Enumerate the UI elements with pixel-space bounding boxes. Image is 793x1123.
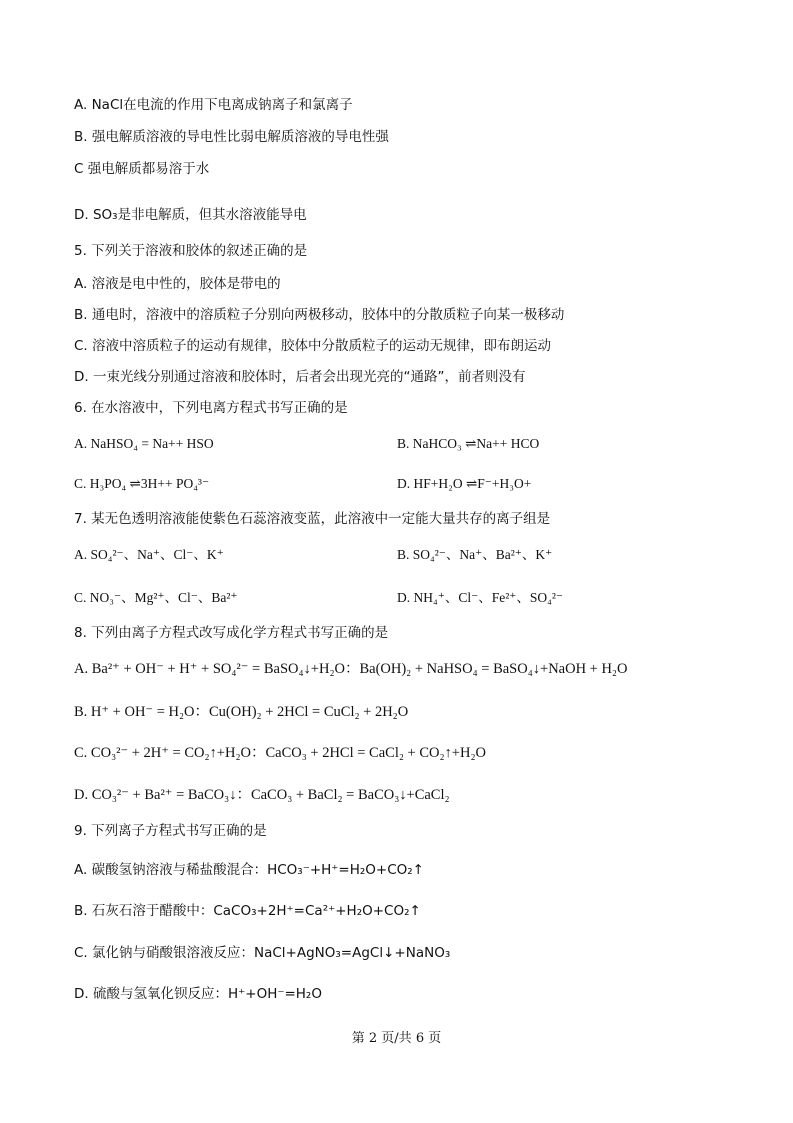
q8-option-d: D. CO₃²⁻ + Ba²⁺ = BaCO₃↓：CaCO₃ + BaCl₂ = BaCO₃↓+CaCl₂ [74, 787, 450, 803]
q9-option-d: D. 硫酸与氢氧化钡反应：H⁺+OH⁻=H₂O [74, 986, 322, 1002]
q5-option-d: D. 一束光线分别通过溶液和胶体时，后者会出现光亮的“通路”，前者则没有 [74, 369, 526, 385]
q9-option-c: C. 氯化钠与硝酸银溶液反应：NaCl+AgNO₃=AgCl↓+NaNO₃ [74, 945, 451, 961]
q9-option-a: A. 碳酸氢钠溶液与稀盐酸混合：HCO₃⁻+H⁺=H₂O+CO₂↑ [74, 862, 424, 878]
q7-option-b: B. SO₄²⁻、Na⁺、Ba²⁺、K⁺ [397, 547, 553, 562]
q5-option-a: A. 溶液是电中性的，胶体是带电的 [74, 276, 281, 292]
page-footer: 第 2 页/共 6 页 [351, 1031, 442, 1046]
q4-option-b: B. 强电解质溶液的导电性比弱电解质溶液的导电性强 [74, 129, 389, 145]
q9-stem: 9. 下列离子方程式书写正确的是 [74, 823, 267, 839]
q6-option-a: A. NaHSO₄ = Na++ HSO [74, 436, 214, 451]
q7-option-a: A. SO₄²⁻、Na⁺、Cl⁻、K⁺ [74, 547, 224, 562]
q6-option-c: C. H₃PO₄ ⇌3H++ PO₄³⁻ [74, 476, 210, 491]
q4-option-d: D. SO₃是非电解质，但其水溶液能导电 [74, 207, 307, 223]
q8-option-b: B. H⁺ + OH⁻ = H₂O：Cu(OH)₂ + 2HCl = CuCl₂ + 2H₂O [74, 704, 409, 720]
q7-option-c: C. NO₃⁻、Mg²⁺、Cl⁻、Ba²⁺ [74, 590, 238, 605]
q6-option-b: B. NaHCO₃ ⇌Na++ HCO [397, 436, 540, 451]
q4-option-a: A. NaCl在电流的作用下电离成钠离子和氯离子 [74, 97, 353, 113]
q6-stem: 6. 在水溶液中，下列电离方程式书写正确的是 [74, 400, 348, 416]
q6-option-d: D. HF+H₂O ⇌F⁻+H₃O+ [397, 476, 532, 491]
q7-option-d: D. NH₄⁺、Cl⁻、Fe²⁺、SO₄²⁻ [397, 590, 564, 605]
q8-option-a: A. Ba²⁺ + OH⁻ + H⁺ + SO₄²⁻ = BaSO₄↓+H₂O：Ba(OH)₂ + NaHSO₄ = BaSO₄↓+NaOH + H₂O [74, 661, 628, 677]
q5-stem: 5. 下列关于溶液和胶体的叙述正确的是 [74, 243, 308, 259]
q4-option-c: C 强电解质都易溶于水 [74, 161, 210, 177]
q8-option-c: C. CO₃²⁻ + 2H⁺ = CO₂↑+H₂O：CaCO₃ + 2HCl = CaCl₂ + CO₂↑+H₂O [74, 745, 486, 761]
q7-stem: 7. 某无色透明溶液能使紫色石蕊溶液变蓝，此溶液中一定能大量共存的离子组是 [74, 511, 551, 527]
q5-option-c: C. 溶液中溶质粒子的运动有规律，胶体中分散质粒子的运动无规律，即布朗运动 [74, 338, 552, 354]
q5-option-b: B. 通电时，溶液中的溶质粒子分别向两极移动，胶体中的分散质粒子向某一极移动 [74, 307, 565, 323]
q9-option-b: B. 石灰石溶于醋酸中：CaCO₃+2H⁺=Ca²⁺+H₂O+CO₂↑ [74, 903, 421, 919]
q8-stem: 8. 下列由离子方程式改写成化学方程式书写正确的是 [74, 625, 389, 641]
